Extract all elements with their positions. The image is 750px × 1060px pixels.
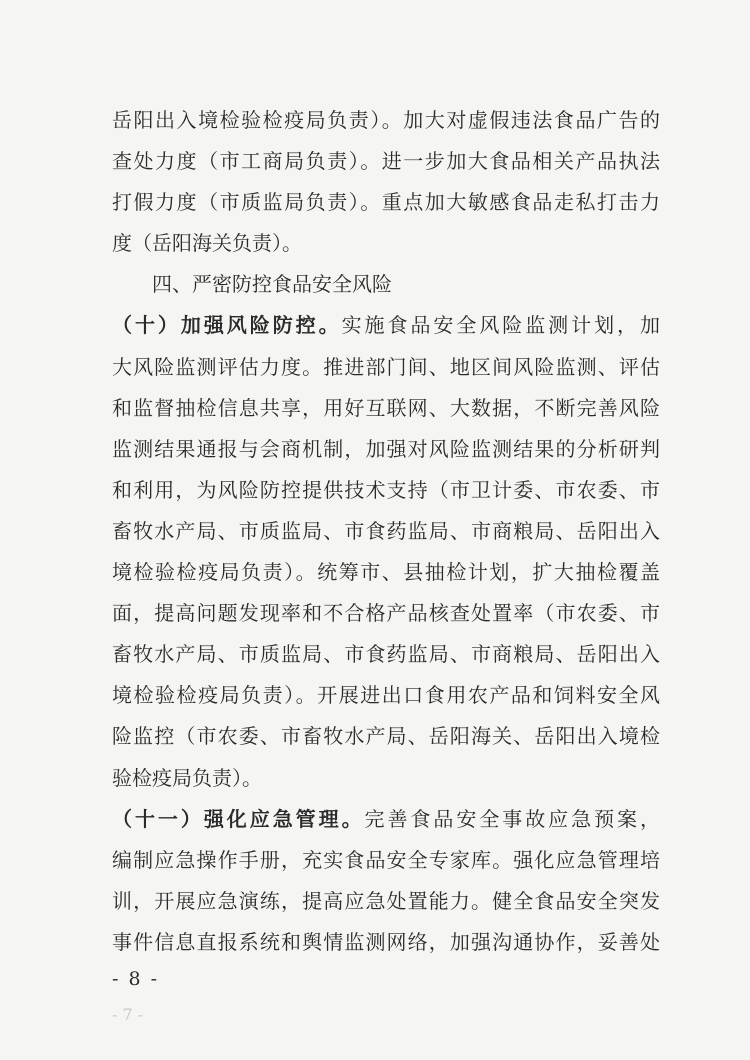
text-line: 大风险监测评估力度。推进部门间、地区间风险监测、评估 — [112, 354, 660, 379]
text-line: 完善食品安全事故应急预案， — [364, 806, 661, 831]
subsection-title: （十一）强化应急管理。 — [112, 806, 365, 831]
text-line: 训，开展应急演练，提高应急处置能力。健全食品安全突发 — [112, 888, 660, 913]
subsection-title: （十）加强风险防控。 — [112, 313, 342, 338]
text-line: 和监督抽检信息共享，用好互联网、大数据，不断完善风险 — [112, 395, 660, 420]
text-line: 畜牧水产局、市质监局、市食药监局、市商粮局、岳阳出入 — [112, 518, 660, 543]
text-line: 险监控（市农委、市畜牧水产局、岳阳海关、岳阳出入境检 — [112, 724, 660, 749]
text-line: 岳阳出入境检验检疫局负责）。加大对虚假违法食品广告的 — [112, 108, 660, 132]
section-heading: 四、严密防控食品安全风险 — [152, 272, 392, 297]
page-number: - 8 - — [112, 968, 160, 990]
paragraph-start — [112, 799, 660, 840]
text-line: 境检验检疫局负责）。统筹市、县抽检计划，扩大抽检覆盖 — [112, 560, 660, 585]
text-line: 验检疫局负责）。 — [112, 765, 262, 790]
text-line: 和利用，为风险防控提供技术支持（市卫计委、市农委、市 — [112, 477, 660, 502]
text-line: 查处力度（市工商局负责）。进一步加大食品相关产品执法 — [112, 149, 660, 174]
text-line: 监测结果通报与会商机制，加强对风险监测结果的分析研判 — [112, 436, 660, 461]
text-line: 面，提高问题发现率和不合格产品核查处置率（市农委、市 — [112, 601, 660, 626]
text-line: 境检验检疫局负责）。开展进出口食用农产品和饲料安全风 — [112, 683, 660, 708]
paragraph-start — [112, 305, 660, 346]
show-through-page-number: - 7 - — [112, 1005, 144, 1024]
text-line: 打假力度（市质监局负责）。重点加大敏感食品走私打击力 — [112, 190, 660, 215]
text-line: 实施食品安全风险监测计划，加 — [341, 313, 661, 338]
text-line: 畜牧水产局、市质监局、市食药监局、市商粮局、岳阳出入 — [112, 642, 660, 667]
text-line: 编制应急操作手册，充实食品安全专家库。强化应急管理培 — [112, 847, 660, 872]
text-line: 度（岳阳海关负责）。 — [112, 231, 302, 256]
text-line: 事件信息直报系统和舆情监测网络，加强沟通协作，妥善处 — [112, 929, 660, 954]
body-text — [112, 100, 660, 963]
